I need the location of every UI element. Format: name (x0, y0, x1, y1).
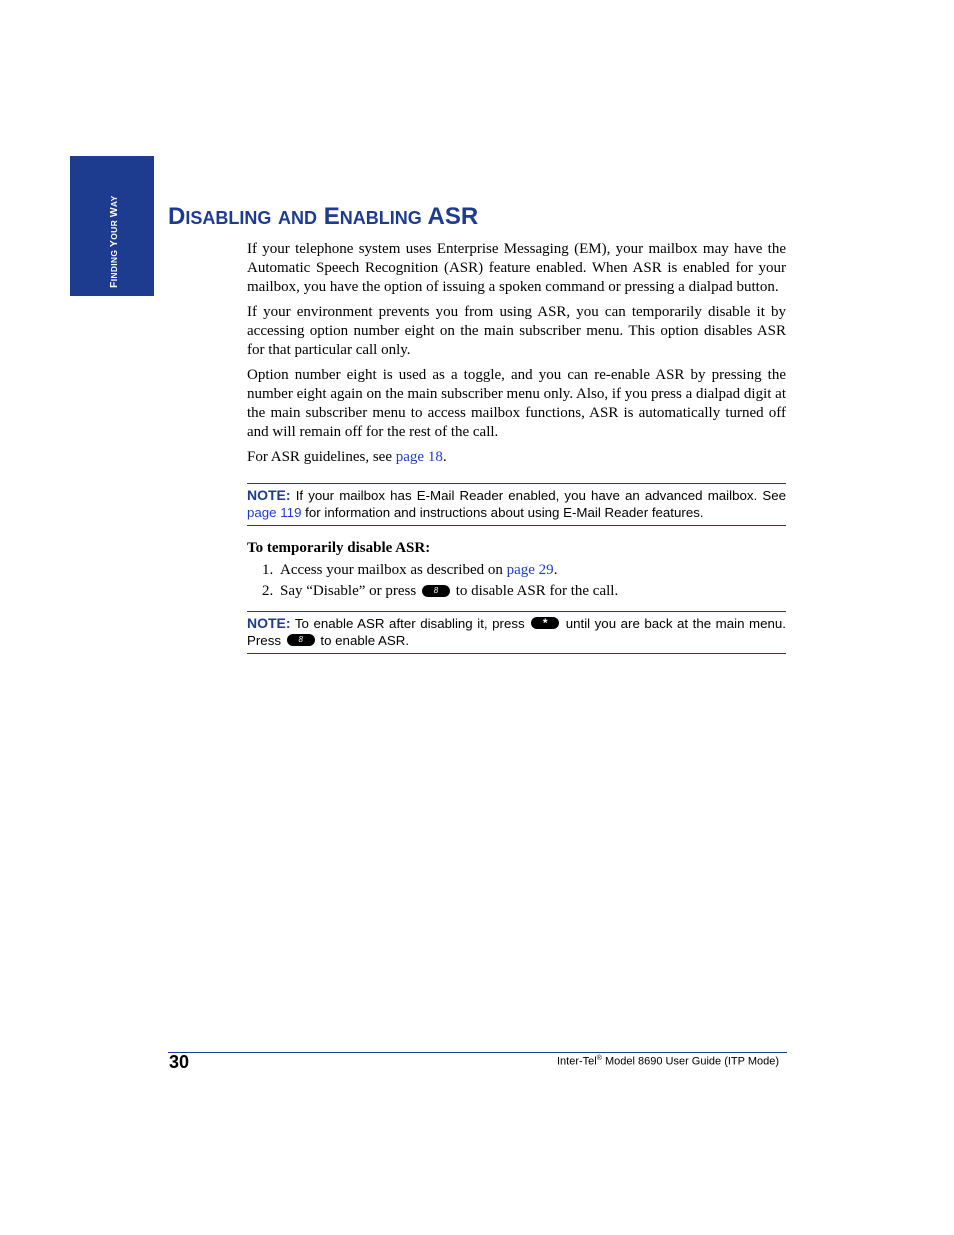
step-2: 2. Say “Disable” or press 8 to disable ASR for the call. (262, 583, 619, 599)
paragraph-3: Option number eight is used as a toggle, and you can re-enable ASR by pressing the number eight again on the main subscriber menu only. Also, if you press a dialpad digit at the main subscriber menu to access mailbox functions, ASR is automatically turned off and will remain off for the rest of the call. (247, 367, 786, 440)
note-label: NOTE: (247, 487, 291, 503)
star-key-icon: * (531, 617, 559, 629)
procedure-heading: To temporarily disable ASR: (247, 540, 431, 556)
paragraph-1: If your telephone system uses Enterprise Messaging (EM), your mailbox may have the Automatic Speech Recognition (ASR) feature enabled. When ASR is enabled for your mailbox, you have the option of issuing a spoken command or pressing a dialpad button. (247, 241, 786, 295)
footer-title: Inter-Tel® Model 8690 User Guide (ITP Mode) (557, 1055, 780, 1068)
note-label: NOTE: (247, 615, 291, 631)
note-email-reader: NOTE: If your mailbox has E-Mail Reader enabled, you have an advanced mailbox. See page 119 for information and instructions about using E-Mail Reader features. (247, 483, 786, 526)
guidelines-paragraph: For ASR guidelines, see page 18. (247, 449, 447, 465)
paragraph-2: If your environment prevents you from using ASR, you can temporarily disable it by accessing option number eight on the main subscriber menu. This option disables ASR for that particular call only. (247, 304, 786, 358)
page-119-link[interactable]: page 119 (247, 505, 302, 520)
main-content (247, 240, 786, 654)
dialpad-8-key-icon: 8 (287, 634, 315, 646)
page-18-link[interactable]: page 18 (395, 449, 443, 465)
page-29-link[interactable]: page 29 (506, 562, 554, 578)
page-title: DISABLING AND ENABLING ASR (168, 203, 479, 230)
step-1: 1. Access your mailbox as described on page 29. (262, 562, 558, 578)
note-enable-asr: NOTE: To enable ASR after disabling it, press * until you are back at the main menu. Press 8 to enable ASR. (247, 611, 786, 654)
page-number: 30 (169, 1052, 190, 1072)
procedure-steps (247, 561, 786, 601)
section-tab-label: FINDING YOUR WAY (108, 195, 120, 288)
footer-rule (168, 1052, 787, 1053)
dialpad-8-key-icon: 8 (422, 585, 450, 597)
